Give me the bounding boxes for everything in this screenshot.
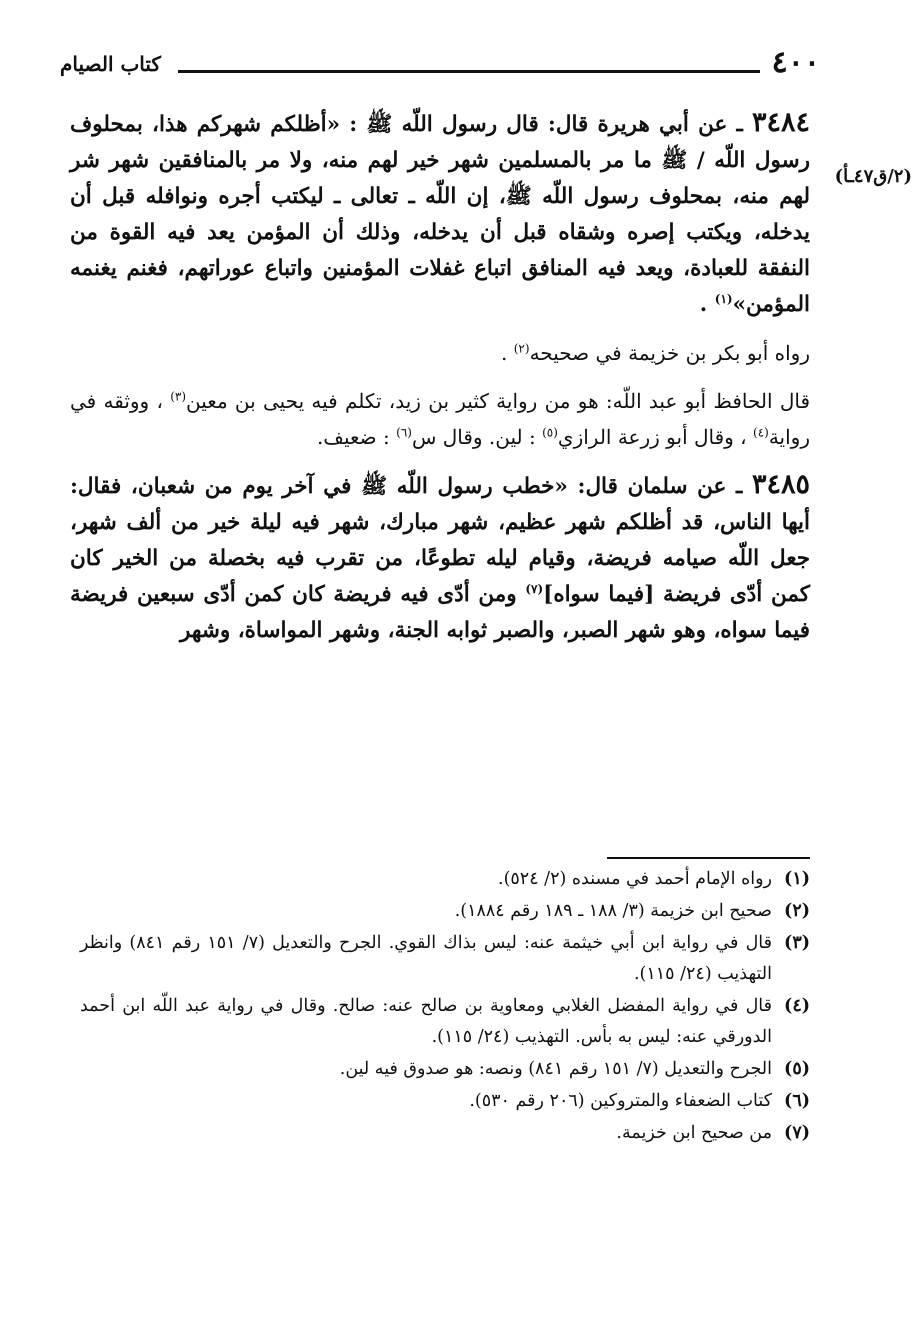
page-number: ٤٠٠ (771, 45, 820, 80)
footnote-1 (80, 864, 810, 895)
footnote-text: قال في رواية ابن أبي خيثمة عنه: ليس بذاك القوي. الجرح والتعديل (٧/ ١٥١ رقم ٨٤١) وانظر التهذيب (٢٤/ ١١٥). (80, 933, 772, 984)
footnote-mark: (٤) (784, 996, 810, 1016)
commentary-text: : ضعيف. (316, 425, 397, 449)
narration-tail: . (501, 341, 514, 365)
footnote-4 (80, 991, 810, 1053)
footnote-text: من صحيح ابن خزيمة. (616, 1123, 772, 1143)
footnote-3 (80, 928, 810, 990)
footnote-ref[interactable]: (٧) (525, 581, 544, 596)
commentary-text: ، وقال أبو زرعة الرازي (557, 425, 753, 449)
narration-note (70, 335, 810, 371)
narration-text: رواه أبو بكر بن خزيمة في صحيحه (529, 341, 810, 365)
footnote-mark: (١) (784, 869, 810, 889)
footnote-mark: (٥) (784, 1059, 810, 1079)
footnote-ref[interactable]: (٢) (513, 341, 530, 356)
commentary-text: : لين. وقال س (411, 425, 543, 449)
page-header (60, 44, 820, 94)
footnote-mark: (٧) (784, 1123, 810, 1143)
hadith-number: ٣٤٨٥ (751, 469, 810, 500)
commentary-text: ، ووثقه في رواية (70, 389, 810, 449)
footnote-text: الجرح والتعديل (٧/ ١٥١ رقم ٨٤١) ونصه: هو صدوق فيه لين. (339, 1059, 772, 1079)
footnote-mark: (٢) (784, 901, 810, 921)
footnote-mark: (٦) (784, 1091, 810, 1111)
footnote-text: قال في رواية المفضل الغلابي ومعاوية بن صالح عنه: صالح. وقال في رواية عبد اللّه ابن أحمد الدورقي عنه: ليس به بأس. التهذيب (٢٤/ ١١٥). (80, 996, 772, 1047)
hadith-text: ـ عن أبي هريرة قال: قال رسول اللّه ﷺ : «أظلكم شهركم هذا، بمحلوف رسول اللّه / ﷺ ما مر بالمسلمين شهر خير لهم منه، ولا مر بالمنافقين شهر شر لهم منه، بمحلوف رسول اللّه ﷺ، إن اللّه ـ تعالى ـ ليكتب أجره ونوافله قبل أن يدخله، ويكتب إصره وشقاه قبل أن يدخله، وذلك أن المؤمن يعد فيه القوة من النفقة للعبادة، ويعد فيه المنافق اتباع غفلات المؤمنين واتباع عوراتهم، فغنم يغنمه المؤمن» (70, 112, 810, 317)
manuscript-folio-note: (٢/ق٤٧ـأ) (834, 166, 912, 187)
footnote-5 (80, 1054, 810, 1085)
book-title: كتاب الصيام (60, 52, 161, 76)
header-rule (178, 70, 760, 73)
hadith-tail: ومن أدّى فيه فريضة كان كمن أدّى سبعين فريضة فيما سواه، وهو شهر الصبر، والصبر ثوابه الجنة، وشهر المواساة، وشهر (70, 582, 810, 643)
footnote-text: كتاب الضعفاء والمتروكين (٢٠٦ رقم ٥٣٠). (469, 1091, 772, 1111)
hadith-3484 (70, 105, 810, 323)
footnote-ref[interactable]: (٥) (542, 425, 558, 440)
hafiz-commentary (70, 383, 810, 455)
footnote-ref[interactable]: (٣) (170, 389, 187, 404)
footnote-ref[interactable]: (١) (714, 291, 733, 306)
footnote-7 (80, 1118, 810, 1149)
footnote-ref[interactable]: (٦) (396, 425, 412, 440)
commentary-text: قال الحافظ أبو عبد اللّه: هو من رواية كثير بن زيد، تكلم فيه يحيى بن معين (186, 389, 811, 413)
footnote-6 (80, 1086, 810, 1117)
hadith-3485 (70, 467, 810, 649)
main-text (70, 105, 810, 661)
footnote-separator (607, 857, 810, 859)
footnote-text: رواه الإمام أحمد في مسنده (٢/ ٥٢٤). (498, 869, 772, 889)
footnote-ref[interactable]: (٤) (753, 425, 769, 440)
hadith-tail: . (699, 292, 715, 317)
footnote-mark: (٣) (784, 933, 810, 953)
footnotes (80, 864, 810, 1150)
footnote-text: صحيح ابن خزيمة (٣/ ١٨٨ ـ ١٨٩ رقم ١٨٨٤). (454, 901, 772, 921)
footnote-2 (80, 896, 810, 927)
hadith-text: ـ عن سلمان قال: «خطب رسول اللّه ﷺ في آخر يوم من شعبان، فقال: أيها الناس، قد أظلكم شهر عظيم، شهر مبارك، شهر فيه ليلة خير من ألف شهر، جعل اللّه صيامه فريضة، وقيام ليله تطوعًا، من تقرب فيه بخصلة من الخير كان كمن أدّى فريضة [فيما سواه] (70, 474, 810, 607)
hadith-number: ٣٤٨٤ (751, 107, 810, 138)
